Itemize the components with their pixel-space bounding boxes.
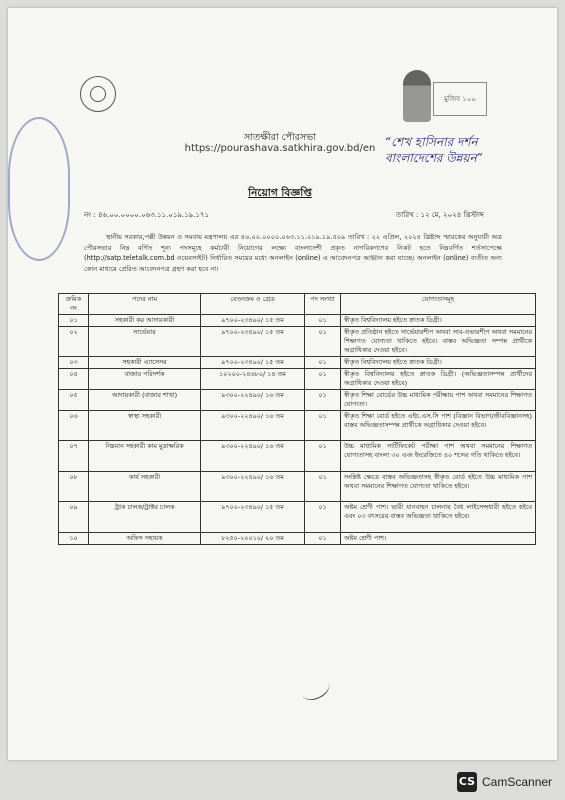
post-cell: স্বাস্থ্য সহকারী xyxy=(89,411,201,441)
table-row xyxy=(59,441,536,472)
header-scale: বেতনক্রম ও গ্রেড xyxy=(201,294,305,315)
qualification-cell: স্বীকৃত শিক্ষা বোর্ডের উচ্চ মাধ্যমিক পরীক্ষায় পাশ অথবা সমমানের শিক্ষাগত যোগ্যতা। xyxy=(341,390,536,411)
serial-cell: ০১ xyxy=(59,315,89,327)
memo-number: নং : ৪৬.০০.০০০০.০৬৩.১১.০১৯.১৯.১৭১ xyxy=(84,211,210,219)
scale-cell: ৯৩০০-২২৪৯০/ ১৬ তম xyxy=(201,472,305,502)
notice-date: তারিখ : ১২ মে, ২০২৪ খ্রিস্টাব্দ xyxy=(396,211,484,219)
serial-cell: ০৭ xyxy=(59,441,89,472)
table-row xyxy=(59,533,536,545)
post-cell: অফিস সহায়ক xyxy=(89,533,201,545)
government-logo xyxy=(80,76,116,112)
camscanner-icon: CS xyxy=(457,772,477,792)
table-row xyxy=(59,369,536,390)
slogan: “শেখ হাসিনার দর্শন বাংলাদেশের উন্নয়ন” xyxy=(385,135,483,165)
serial-cell: ০৮ xyxy=(59,472,89,502)
portrait-image xyxy=(403,70,431,122)
count-cell: ০১ xyxy=(305,390,341,411)
notice-title: নিয়োগ বিজ্ঞপ্তি xyxy=(248,187,312,199)
table-row xyxy=(59,327,536,357)
scale-cell: ৯৩০০-২২৪৯০/ ১৬ তম xyxy=(201,390,305,411)
count-cell: ০১ xyxy=(305,441,341,472)
table-row xyxy=(59,357,536,369)
municipality-seal-stamp xyxy=(8,117,70,261)
header-qualification: যোগ্যতাসমূহ xyxy=(341,294,536,315)
camscanner-watermark xyxy=(457,772,552,792)
qualification-cell: উচ্চ মাধ্যমিক সার্টিফিকেট পরীক্ষা পাশ অথবা সমমানের শিক্ষাগত যোগ্যতাসহ বাংলা ৩০ এবং ইংরেজিতে ৪০ শব্দের গতি থাকিতে হইবে। xyxy=(341,441,536,472)
post-cell: নিম্নমান সহকারী কাম মুদ্রাক্ষরিক xyxy=(89,441,201,472)
office-name: সাতক্ষীরা পৌরসভা xyxy=(244,132,316,143)
table-row xyxy=(59,390,536,411)
scale-cell: ৯৭০০-২৩৪৯০/ ১৫ তম xyxy=(201,502,305,533)
header-post: পদের নাম xyxy=(89,294,201,315)
qualification-cell: স্বীকৃত বিশ্ববিদ্যালয় হইতে স্নাতক ডিগ্রী। xyxy=(341,315,536,327)
table-row xyxy=(59,502,536,533)
vacancy-table xyxy=(58,293,536,545)
qualification-cell: অষ্টম শ্রেণী পাশ। xyxy=(341,533,536,545)
serial-cell: ০৬ xyxy=(59,411,89,441)
qualification-cell: অষ্টম শ্রেণী পাশ। ভারী যানবাহন চালনায় বৈধ লাইসেন্সধারী হইতে হইবে এবং ০৩ বৎসরের বাস্তব অভিজ্ঞতা থাকিতে হইবে। xyxy=(341,502,536,533)
scale-cell: ৯৭০০-২৩৪৯০/ ১৫ তম xyxy=(201,315,305,327)
post-cell: সহকারী এ্যাসেসর xyxy=(89,357,201,369)
post-cell: ট্রাক চালক/ট্রাক্টর চালক xyxy=(89,502,201,533)
serial-cell: ০৫ xyxy=(59,390,89,411)
post-cell: সার্ভেয়ার xyxy=(89,327,201,357)
count-cell: ০১ xyxy=(305,411,341,441)
post-cell: বাজার পরিদর্শক xyxy=(89,369,201,390)
mujib-100-logo: মুজিব ১০০ xyxy=(433,82,487,116)
post-cell: কার্য সহকারী xyxy=(89,472,201,502)
notice-body: স্থানীয় সরকার,পল্লী উন্নয়ন ও সমবায় মন্ত্রণালয় এর ৪৬.০০.০০০০.০৬৩.১১.০১৯.১৯.৫০৯ তারিখ : ২২ এপ্রিল, ২০২৪ খ্রিষ্টাব্দ স্মারকের অনুযায়ী অত্র পৌরসভার নিম্ন বর্ণিত শূন্য পদসমূহে কর্মচারী নিয়োগের লক্ষ্যে বাংলাদেশী প্রকৃত নাগরিকগণের নিকট হতে নিম্নবর্ণিত শর্তসাপেক্ষে (http://satp.teletalk.com.bd ওয়েবসাইট) নির্ধারিত সময়ের মধ্যে অনলাইন (online) এ আবেদনপত্র আহ্বান করা যাচ্ছে। অনলাইন (online) ব্যতীত অন্য কোন মাধ্যমে প্রেরিত আবেদনপত্র গ্রহণ করা হবে না। xyxy=(84,233,502,273)
qualification-cell: সংশ্লিষ্ট ক্ষেত্রে বাস্তব অভিজ্ঞতাসহ স্বীকৃত বোর্ড হইতে উচ্চ মাধ্যমিক পাশ অথবা সমমানের শিক্ষাগত যোগ্যতা থাকিতে হইবে। xyxy=(341,472,536,502)
serial-cell: ১০ xyxy=(59,533,89,545)
scale-cell: ৯৭০০-২৩৪৯০/ ১৫ তম xyxy=(201,327,305,357)
count-cell: ০১ xyxy=(305,533,341,545)
scale-cell: ৯৩০০-২২৪৯০/ ১৬ তম xyxy=(201,441,305,472)
header-count: পদ সংখ্যা xyxy=(305,294,341,315)
serial-cell: ০৩ xyxy=(59,357,89,369)
scale-cell: ১০২০০-২৪৬৮০/ ১৪ তম xyxy=(201,369,305,390)
table-row xyxy=(59,315,536,327)
count-cell: ০১ xyxy=(305,357,341,369)
table-header-row xyxy=(59,294,536,315)
qualification-cell: স্বীকৃত বিশ্ববিদ্যালয় হইতে স্নাতক ডিগ্রী। xyxy=(341,357,536,369)
serial-cell: ০৯ xyxy=(59,502,89,533)
table-row xyxy=(59,472,536,502)
count-cell: ০১ xyxy=(305,472,341,502)
post-cell: আদায়কারী (বাজার শাখা) xyxy=(89,390,201,411)
count-cell: ০১ xyxy=(305,315,341,327)
qualification-cell: স্বীকৃত শিক্ষা বোর্ড হইতে এইচ.এস.সি পাশ (বিজ্ঞান বিভাগ/জীববিজ্ঞানসহ) বাস্তব অভিজ্ঞতাসম্পন্ন প্রার্থীকে অগ্রাধিকার দেওয়া হইবে। xyxy=(341,411,536,441)
scale-cell: ৯৭০০-২৩৪৯০/ ১৫ তম xyxy=(201,357,305,369)
scale-cell: ৯৩০০-২২৪৯০/ ১৬ তম xyxy=(201,411,305,441)
table-row xyxy=(59,411,536,441)
post-cell: সহকারী কর আদায়কারী xyxy=(89,315,201,327)
count-cell: ০১ xyxy=(305,327,341,357)
website-url: https://pourashava.satkhira.gov.bd/en xyxy=(184,143,376,154)
scale-cell: ৮২৫০-২০০১০/ ২০ তম xyxy=(201,533,305,545)
qualification-cell: স্বীকৃত বিশ্ববিদ্যালয় হইতে স্নাতক ডিগ্রী। (অভিজ্ঞতাসম্পন্ন প্রার্থীদের অগ্রাধিকার দেওয়া হইবে) xyxy=(341,369,536,390)
qualification-cell: স্বীকৃত প্রতিষ্ঠান হইতে সার্ভেয়ারশীপ অথবা সাব-ওভারশীপ অথবা সমমানের শিক্ষাগত যোগ্যতা থাকিতে হইবে। বাস্তব অভিজ্ঞতা সম্পন্ন প্রার্থীকে অগ্রাধিকার দেওয়া হইবে। xyxy=(341,327,536,357)
camscanner-label: CamScanner xyxy=(482,775,553,789)
serial-cell: ০২ xyxy=(59,327,89,357)
count-cell: ০১ xyxy=(305,369,341,390)
count-cell: ০১ xyxy=(305,502,341,533)
serial-cell: ০৪ xyxy=(59,369,89,390)
header-serial: ক্রমিক নং xyxy=(59,294,89,315)
